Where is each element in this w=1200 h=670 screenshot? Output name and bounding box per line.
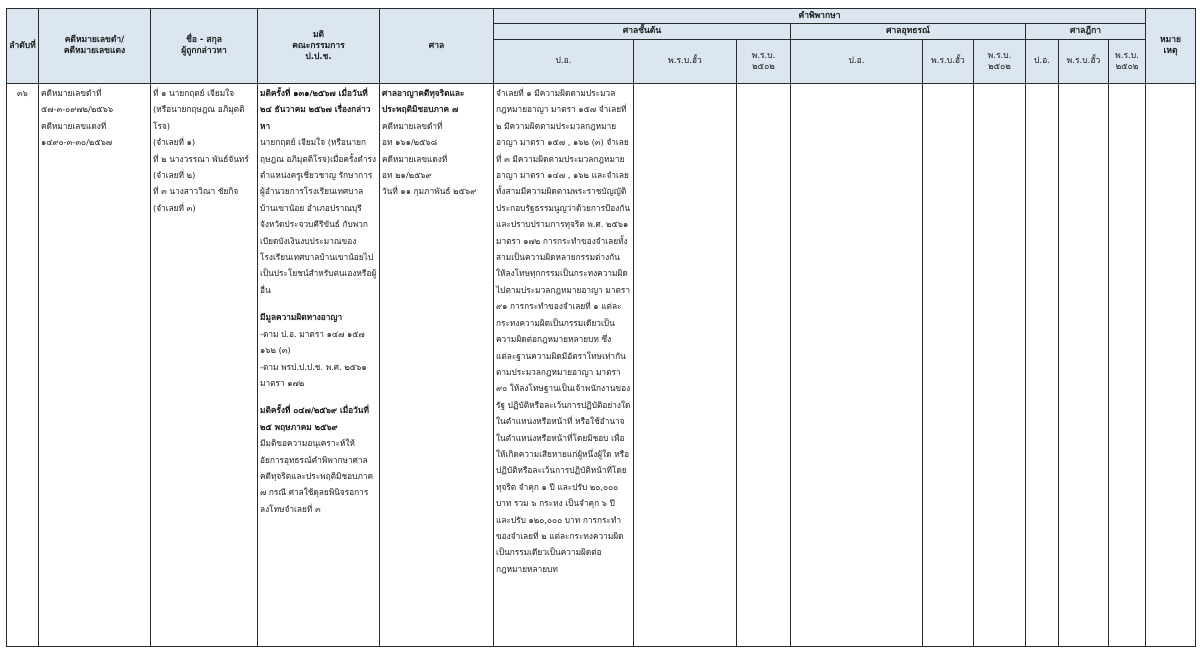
resolution-title: มติครั้งที่ ๐๔๗/๒๕๖๙ เมื่อวันที่ ๒๕ พฤษภาคม ๒๕๖๙ [260,405,369,432]
header-seq: ลำดับที่ [7,9,39,84]
case-no-line: คดีหมายเลขดำที่ [41,88,102,98]
case-table [6,8,1196,647]
resolution-body: มีมติขอความอนุเคราะห์ให้อัยการอุทธรณ์คำพิพากษาศาลคดีทุจริตและประพฤติมิชอบภาค ๗ กรณี ศาลใช้ดุลยพินิจรอการลงโทษจำเลยที่ ๓ [260,438,374,514]
header-first-act-2502: พ.ร.บ. ๒๕๐๒ [737,40,791,84]
case-no-line: ๕๗-๓-๐๙๗๒/๒๕๖๖ [41,104,114,115]
header-name: ชื่อ - สกุล ผู้ถูกกล่าวหา [151,9,258,84]
cell-remark [1146,84,1196,647]
header-first-anti-corruption: พ.ร.บ.ฮั้ว [634,40,737,84]
header-supreme-court: ศาลฎีกา [1026,24,1146,40]
resolution-subtitle: มีมูลความผิดทางอาญา [260,312,343,323]
name-line: ที่ ๒ นางวรรณา พันธ์จันทร์ [153,153,249,164]
header-court: ศาล [380,9,494,84]
cell-appeal-anti-corruption [923,84,974,647]
header-supreme-anti-corruption: พ.ร.บ.ฮั้ว [1059,40,1109,84]
cell-case-no [39,84,151,647]
cell-seq: ๓๖ [7,84,39,647]
cell-court [380,84,494,647]
cell-resolution [258,84,380,647]
case-no-line: ๑๔๙๐-๓-๓๐/๒๕๖๗ [41,137,113,148]
cell-first-court-act-2502 [737,84,791,647]
name-line: (จำเลยที่ ๑) [153,137,196,148]
cell-supreme-anti-corruption [1059,84,1109,647]
header-supreme-penal: ป.อ. [1026,40,1059,84]
header-first-penal: ป.อ. [494,40,634,84]
header-first-court: ศาลชั้นต้น [494,24,791,40]
header-supreme-act-2502: พ.ร.บ. ๒๕๐๒ [1109,40,1146,84]
header-appeal-court: ศาลอุทธรณ์ [791,24,1026,40]
cell-first-court-penal: จำเลยที่ ๑ มีความผิดตามประมวลกฎหมายอาญา มาตรา ๑๕๗ จำเลยที่ ๒ มีความผิดตามประมวลกฎหมายอาญา มาตรา ๑๕๗ , ๑๖๒ (๓) จำเลยที่ ๓ มีความผิดตามประมวลกฎหมายอาญา มาตรา ๑๔๗ , ๑๖๒ และจำเลยทั้งสามมีความผิดตามพระราชบัญญัติประกอบรัฐธรรมนูญว่าด้วยการป้องกันและปราบปรามการทุจริต พ.ศ. ๒๕๖๑ มาตรา ๑๗๒ การกระทำของจำเลยทั้งสามเป็นความผิดหลายกรรมต่างกัน ให้ลงโทษทุกกรรมเป็นกระทงความผิดไปตามประมวลกฎหมายอาญา มาตรา ๙๑ การกระทำของจำเลยที่ ๑ แต่ละกระทงความผิดเป็นกรรมเดียวเป็นความผิดต่อกฎหมายหลายบท ซึ่งแต่ละฐานความผิดมีอัตราโทษเท่ากันตามประมวลกฎหมายอาญา มาตรา ๙๐ ให้ลงโทษฐานเป็นเจ้าพนักงานของรัฐ ปฏิบัติหรือละเว้นการปฏิบัติอย่างใดในตำแหน่งหรือหน้าที่ หรือใช้อำนาจในตำแหน่งหรือหน้าที่โดยมิชอบ เพื่อให้เกิดความเสียหายแก่ผู้หนึ่งผู้ใด หรือปฏิบัติหรือละเว้นการปฏิบัติหน้าที่โดยทุจริต จำคุก ๑ ปี และปรับ ๒๐,๐๐๐ บาท รวม ๖ กระทง เป็นจำคุก ๖ ปี และปรับ ๑๒๐,๐๐๐ บาท การกระทำของจำเลยที่ ๒ แต่ละกระทงความผิดเป็นกรรมเดียวเป็นความผิดต่อกฎหมายหลายบท [494,84,634,647]
header-appeal-act-2502: พ.ร.บ. ๒๕๐๒ [974,40,1026,84]
name-line: (จำเลยที่ ๒) [153,170,196,181]
name-line: (หรือนายกฤษฎณ อภิมุตติโรจ) [153,104,245,131]
header-case-no: คดีหมายเลขดำ/ คดีหมายเลขแดง [39,9,151,84]
header-appeal-anti-corruption: พ.ร.บ.ฮั้ว [923,40,974,84]
cell-name [151,84,258,647]
resolution-title: มติครั้งที่ ๑๓๑/๒๕๖๗ เมื่อวันที่ ๒๔ ธันวาคม ๒๕๖๗ เรื่องกล่าวหา [260,88,371,131]
court-line: คดีหมายเลขแดงที่ [382,153,448,164]
court-line: คดีหมายเลขดำที่ [382,120,443,131]
resolution-item: -ตาม พรป.ป.ป.ช. พ.ศ. ๒๕๖๑ มาตรา ๑๗๒ [260,361,367,388]
cell-supreme-penal [1026,84,1059,647]
court-title: ศาลอาญาคดีทุจริตและประพฤติมิชอบภาค ๗ [382,88,465,115]
court-line: วันที่ ๑๑ กุมภาพันธ์ ๒๕๖๙ [382,186,477,197]
cell-appeal-penal [791,84,923,647]
cell-first-court-anti-corruption [634,84,737,647]
resolution-body: นายกฤตย์ เจียมใจ (หรือนายกฤษฎณ อภิมุตติโรจ)เมื่อครั้งดำรงตำแหน่งครูเชี่ยวชาญ รักษาการผู้อำนวยการโรงเรียนเทศบาลบ้านเขาน้อย อำเภอปราณบุรี จังหวัดประจวบคีรีขันธ์ กับพวกเบียดบังเงินงบประมาณของโรงเรียนเทศบาลบ้านเขาน้อยไปเป็นประโยชน์สำหรับตนเองหรือผู้อื่น [260,137,377,295]
header-remark: หมาย เหตุ [1146,9,1196,84]
court-line: อท ๑๖๑/๒๕๖๘ [382,137,438,148]
cell-appeal-act-2502 [974,84,1026,647]
header-judgment: คำพิพากษา [494,9,1146,24]
cell-supreme-act-2502 [1109,84,1146,647]
header-appeal-penal: ป.อ. [791,40,923,84]
resolution-item: -ตาม ป.อ. มาตรา ๑๔๗ ๑๕๗ ๑๖๒ (๓) [260,328,365,356]
header-resolution: มติ คณะกรรมการ ป.ป.ช. [258,9,380,84]
name-line: ที่ ๑ นายกฤตย์ เจียมใจ [153,88,235,98]
name-line: (จำเลยที่ ๓) [153,202,196,213]
table-row [7,84,1196,647]
name-line: ที่ ๓ นางสาววิณา ชัยกิจ [153,186,239,197]
case-no-line: คดีหมายเลขแดงที่ [41,120,107,131]
case-table-wrapper [6,8,1194,647]
court-line: อท ๒๑/๒๕๖๙ [382,170,432,181]
